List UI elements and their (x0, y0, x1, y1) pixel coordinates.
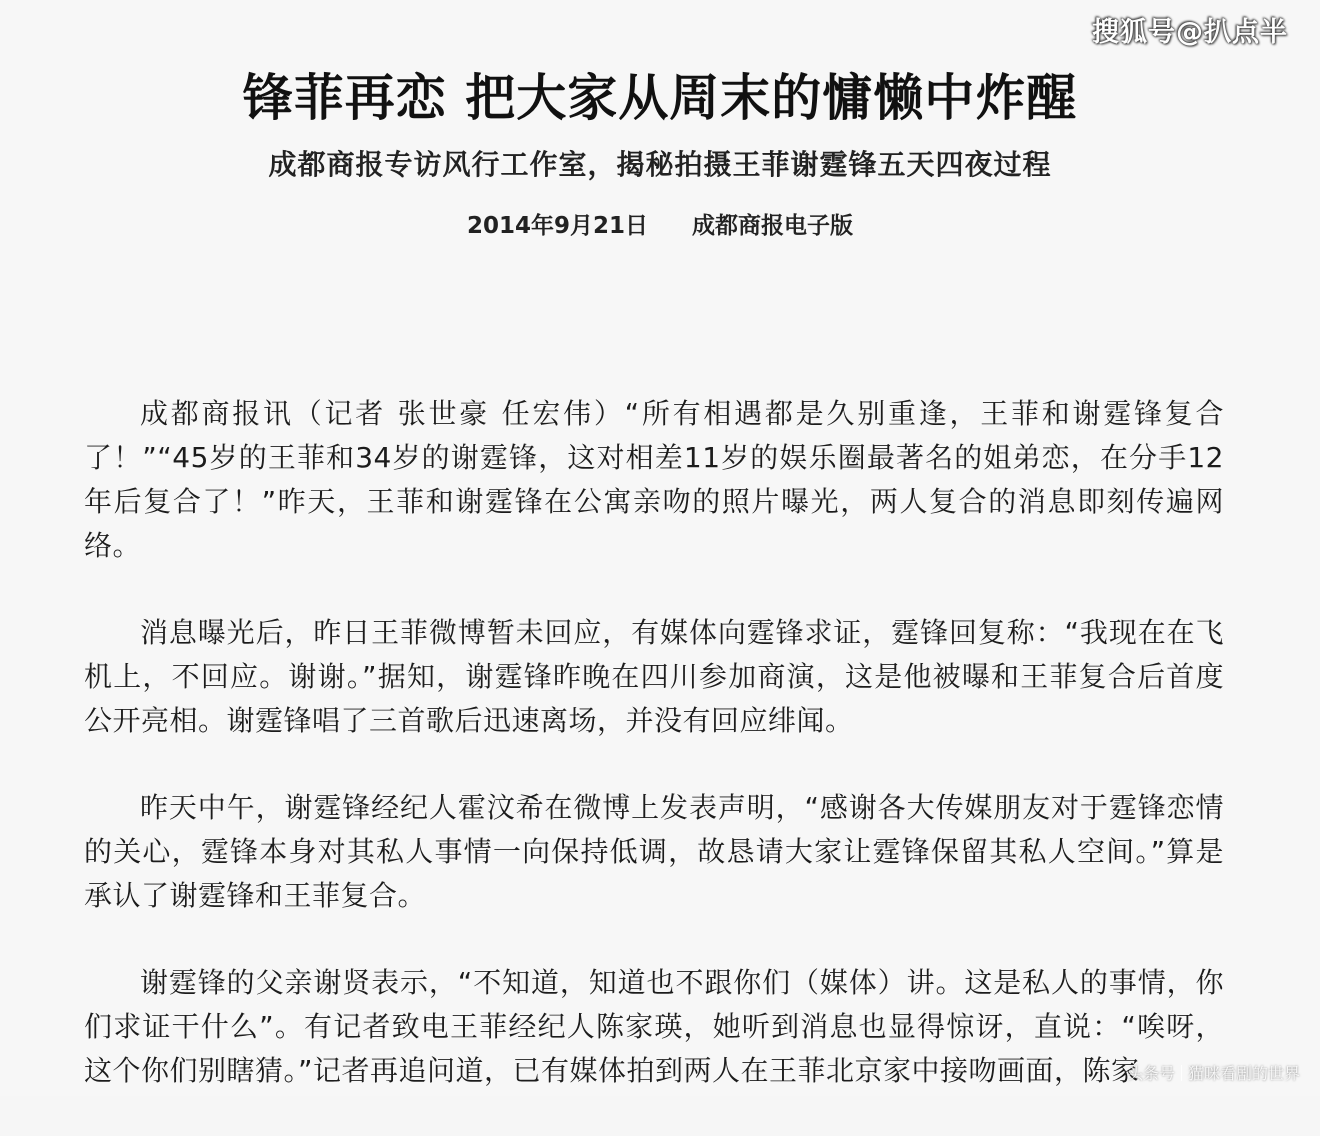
article-title: 锋菲再恋 把大家从周末的慵懒中炸醒 (242, 69, 1078, 127)
watermark-author: 猫咪看剧的世界 (1187, 1064, 1300, 1083)
article-body (84, 392, 1224, 1136)
article-paragraph: 昨天中午，谢霆锋经纪人霍汶希在微博上发表声明，“感谢各大传媒朋友对于霆锋恋情的关心，霆锋本身对其私人事情一向保持低调，故恳请大家让霆锋保留其私人空间。”算是承认了谢霆锋和王菲复合。 (84, 791, 1224, 912)
watermark-divider (1181, 1065, 1182, 1081)
article-paragraph: 谢霆锋的父亲谢贤表示，“不知道，知道也不跟你们（媒体）讲。这是私人的事情，你们求证干什么”。有记者致电王菲经纪人陈家瑛，她听到消息也显得惊讶，直说：“唉呀，这个你们别瞎猜。”记者再追问道，已有媒体拍到两人在王菲北京家中接吻画面，陈家 (84, 966, 1224, 1087)
article-date: 2014年9月21日 (466, 213, 648, 239)
article-paragraph: 消息曝光后，昨日王菲微博暂未回应，有媒体向霆锋求证，霆锋回复称：“我现在在飞机上，不回应。谢谢。”据知，谢霆锋昨晚在四川参加商演，这是他被曝和王菲复合后首度公开亮相。谢霆锋唱了三首歌后迅速离场，并没有回应绯闻。 (84, 616, 1224, 737)
toutiao-watermark (1127, 1061, 1300, 1084)
article-paragraph: 成都商报讯（记者 张世豪 任宏伟）“所有相遇都是久别重逢，王菲和谢霆锋复合了！”“45岁的王菲和34岁的谢霆锋，这对相差11岁的娱乐圈最著名的姐弟恋，在分手12年后复合了！”昨天，王菲和谢霆锋在公寓亲吻的照片曝光，两人复合的消息即刻传遍网络。 (84, 397, 1224, 562)
sohu-watermark: 搜狐号@扒点半 (1092, 17, 1288, 48)
article-meta (0, 207, 1320, 240)
article-subtitle: 成都商报专访风行工作室，揭秘拍摄王菲谢霆锋五天四夜过程 (268, 148, 1052, 181)
watermark-platform: 头条号 (1126, 1064, 1175, 1083)
article-source: 成都商报电子版 (692, 213, 854, 239)
